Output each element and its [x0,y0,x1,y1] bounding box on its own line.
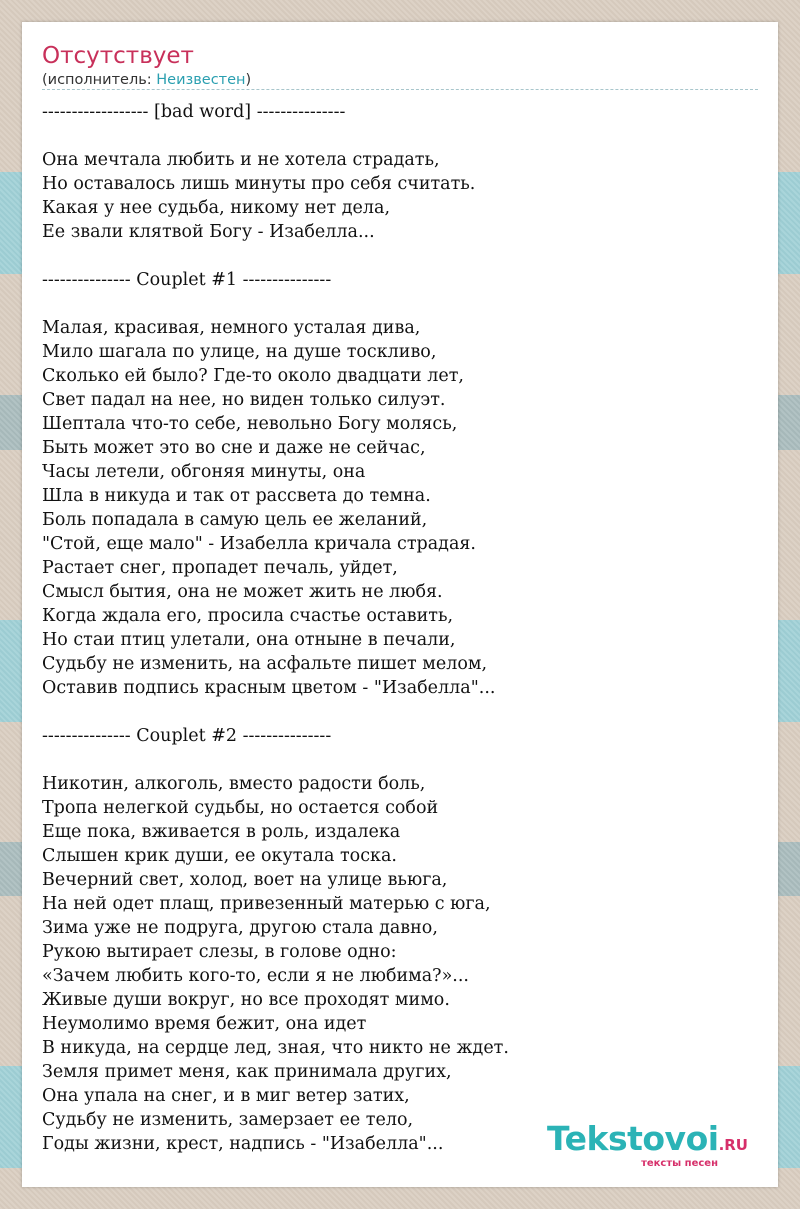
lyric-line: Шла в никуда и так от рассвета до темна. [42,486,431,506]
lyric-line: Еще пока, вживается в роль, издалека [42,822,401,842]
lyric-line: Часы летели, обгоняя минуты, она [42,462,366,482]
lyric-line: Шептала что-то себе, невольно Богу молясь, [42,414,458,434]
site-logo[interactable] [547,1119,748,1169]
lyrics-text [42,100,758,1156]
lyric-line: Но оставалось лишь минуты про себя считать. [42,174,476,194]
lyric-line: Но стаи птиц улетали, она отныне в печали, [42,630,456,650]
lyric-line: Ее звали клятвой Богу - Изабелла... [42,222,375,242]
lyric-line: Она мечтала любить и не хотела страдать, [42,150,440,170]
lyric-line: В никуда, на сердце лед, зная, что никто не ждет. [42,1038,509,1058]
logo-domain: .RU [718,1136,748,1154]
header-divider [42,89,758,90]
lyric-line [42,748,758,772]
lyric-line: Годы жизни, крест, надпись - "Изабелла"... [42,1134,444,1154]
performer-prefix: (исполнитель: [42,72,157,88]
song-title: Отсутствует [42,43,194,69]
lyric-line: Смысл бытия, она не может жить не любя. [42,582,443,602]
logo-tagline: тексты песен [641,1158,718,1169]
performer-suffix: ) [245,72,252,88]
lyric-line: Она упала на снег, и в миг ветер затих, [42,1086,410,1106]
lyric-line: «Зачем любить кого-то, если я не любима?»... [42,966,469,986]
lyric-line: Растает снег, пропадет печаль, уйдет, [42,558,398,578]
lyric-line: Живые души вокруг, но все проходят мимо. [42,990,450,1010]
lyric-line: Зима уже не подруга, другою стала давно, [42,918,438,938]
lyric-line: --------------- Couplet #2 --------------- [42,726,332,746]
lyric-line: Земля примет меня, как принимала других, [42,1062,452,1082]
lyric-line: Судьбу не изменить, замерзает ее тело, [42,1110,414,1130]
lyric-line: Мило шагала по улице, на душе тоскливо, [42,342,437,362]
performer-link[interactable]: Неизвестен [156,72,246,88]
lyric-line: Тропа нелегкой судьбы, но остается собой [42,798,439,818]
performer-line [42,71,251,89]
lyric-line: Судьбу не изменить, на асфальте пишет мелом, [42,654,488,674]
lyric-line: Неумолимо время бежит, она идет [42,1014,367,1034]
lyrics-card [22,22,778,1187]
lyric-line [42,292,758,316]
lyric-line: Вечерний свет, холод, воет на улице вьюга, [42,870,448,890]
lyric-line: Сколько ей было? Где-то около двадцати лет, [42,366,464,386]
lyric-line: Никотин, алкоголь, вместо радости боль, [42,774,426,794]
lyric-line: Рукою вытирает слезы, в голове одно: [42,942,397,962]
lyric-line: ------------------ [bad word] --------------- [42,102,346,122]
lyric-line: Быть может это во сне и даже не сейчас, [42,438,426,458]
lyric-line: Свет падал на нее, но виден только силуэт. [42,390,446,410]
lyric-line: Какая у нее судьба, никому нет дела, [42,198,391,218]
lyric-line: На ней одет плащ, привезенный матерью с юга, [42,894,491,914]
lyric-line: Оставив подпись красным цветом - "Изабелла"... [42,678,496,698]
lyric-line [42,700,758,724]
logo-wordmark: Tekstovoi.RU [547,1119,748,1158]
lyric-line: Малая, красивая, немного усталая дива, [42,318,421,338]
lyric-line: "Стой, еще мало" - Изабелла кричала страдая. [42,534,476,554]
lyric-line [42,244,758,268]
lyric-line [42,124,758,148]
lyric-line: Слышен крик души, ее окутала тоска. [42,846,397,866]
lyric-line: Когда ждала его, просила счастье оставить, [42,606,454,626]
lyric-line: Боль попадала в самую цель ее желаний, [42,510,428,530]
lyric-line: --------------- Couplet #1 --------------- [42,270,332,290]
